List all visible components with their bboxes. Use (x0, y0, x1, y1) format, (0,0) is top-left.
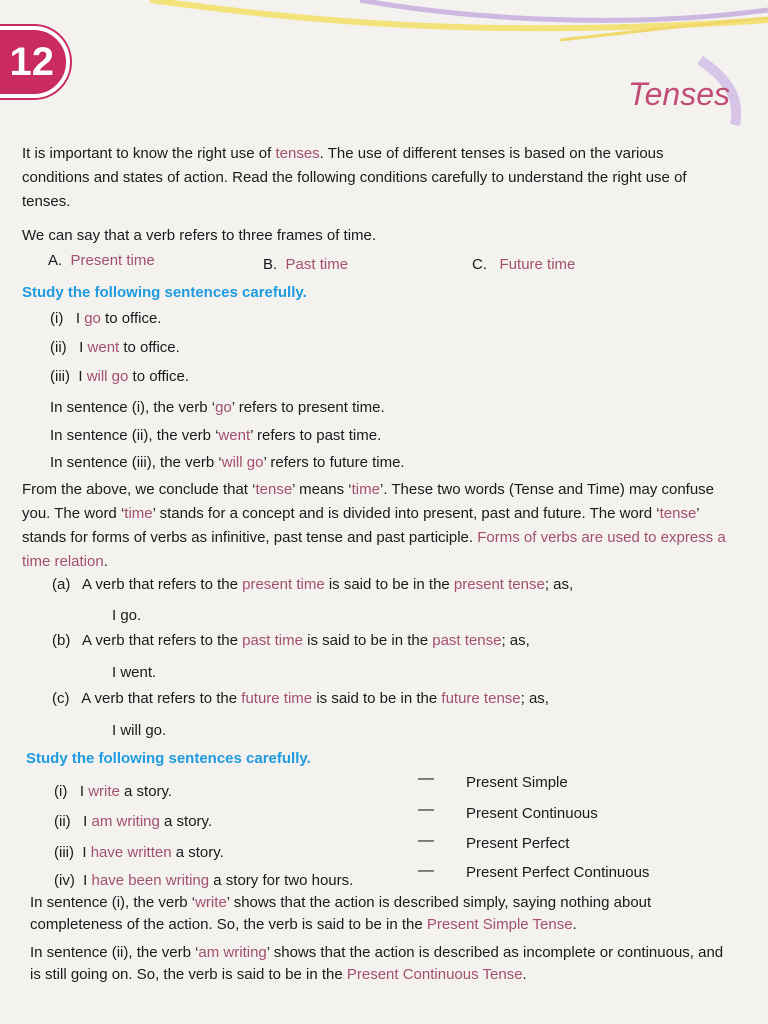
intro-text-end: . The use of different tenses is based on the various conditions and states of action. Read the following conditions carefully to understand the right use of tenses. (22, 145, 687, 210)
dash: — (418, 832, 434, 849)
sentence-pre: I (78, 368, 87, 385)
sentence-pre: I (82, 844, 91, 861)
explanation-verb: went (218, 427, 251, 444)
rule-tense: past tense (432, 632, 502, 649)
sentence-num: (i) (50, 310, 64, 327)
explanation-pre: In sentence (ii), the verb ‘ (50, 427, 219, 444)
rule-time: future time (241, 690, 313, 707)
rule-a (52, 574, 573, 596)
explanation-present-continuous (30, 942, 730, 986)
rule-text: A verb that refers to the (82, 576, 243, 593)
explanation-verb: will go (221, 454, 264, 471)
sentence-post: a story. (171, 844, 224, 861)
study-heading-2: Study the following sentences carefully. (26, 750, 311, 767)
rule-text: is said to be in the (302, 632, 433, 649)
study-heading-1: Study the following sentences carefully. (22, 284, 307, 301)
sentence-2-iv (54, 870, 353, 892)
dash: — (418, 862, 434, 879)
frame-label: Past time (285, 256, 349, 273)
rule-time: present time (242, 576, 325, 593)
sentence-1-iii (50, 366, 189, 388)
frame-item-a (48, 250, 155, 272)
explanation-text: ’ shows that the action is described as incomplete or continuous, and is still going on. So, the verb is said to be in the (30, 944, 724, 983)
conclusion-text: . (103, 553, 108, 570)
conclusion-term: tense (255, 481, 293, 498)
sentence-num: (i) (54, 783, 68, 800)
explanation-text: ’ shows that the action is described simply, saying nothing about completeness of the action. So, the verb is said to be in the (30, 894, 652, 933)
conclusion-text: ’ means ‘ (292, 481, 352, 498)
sentence-1-ii (50, 337, 180, 359)
frame-letter: B. (263, 256, 278, 273)
conclusion-text: ’ stands for forms of verbs as infinitive, past tense and past participle. (22, 505, 700, 546)
sentence-verb: went (87, 339, 120, 356)
explanation-1-iii (50, 452, 405, 474)
explanation-text: In sentence (i), the verb ‘ (30, 894, 196, 911)
sentence-2-ii (54, 811, 212, 833)
chapter-number-badge: 12 (0, 26, 70, 98)
tense-label-perfect-continuous: Present Perfect Continuous (466, 864, 650, 881)
intro-text-start: It is important to know the right use of (22, 145, 276, 162)
sentence-verb: go (84, 310, 101, 327)
chapter-title: Tenses (628, 76, 730, 112)
frame-item-b (263, 254, 348, 276)
rule-tense: present tense (453, 576, 545, 593)
explanation-1-i (50, 397, 385, 419)
dash: — (418, 770, 434, 787)
intro-term-tenses: tenses (275, 145, 320, 162)
sentence-post: a story. (119, 783, 173, 800)
conclusion-term: tense (659, 505, 697, 522)
sentence-post: to office. (119, 339, 180, 356)
rule-c-example: I will go. (112, 722, 167, 739)
conclusion-term: time (124, 505, 153, 522)
sentence-verb: am writing (91, 813, 160, 830)
sentence-post: to office. (100, 310, 162, 327)
intro-paragraph (22, 142, 734, 214)
explanation-text: . (522, 966, 527, 983)
tense-label-continuous: Present Continuous (466, 805, 598, 822)
sentence-num: (iv) (54, 872, 75, 889)
rule-num: (b) (52, 632, 71, 649)
sentence-1-i (50, 308, 161, 330)
frame-letter: C. (472, 256, 487, 273)
sentence-num: (iii) (50, 368, 70, 385)
sentence-verb: have been writing (91, 872, 210, 889)
rule-num: (c) (52, 690, 70, 707)
frames-intro: We can say that a verb refers to three frames of time. (22, 227, 377, 244)
rule-c (52, 688, 549, 710)
frame-item-c (472, 254, 575, 276)
rule-text: ; as, (520, 690, 549, 707)
explanation-tense: Present Continuous Tense (346, 966, 523, 983)
rule-text: is said to be in the (324, 576, 454, 593)
rule-text: A verb that refers to the (81, 690, 242, 707)
explanation-verb: go (215, 399, 232, 416)
sentence-pre: I (79, 783, 89, 800)
sentence-verb: will go (86, 368, 129, 385)
rule-b-example: I went. (112, 664, 157, 681)
sentence-num: (ii) (50, 339, 67, 356)
rule-a-example: I go. (112, 607, 142, 624)
rule-text: ; as, (544, 576, 574, 593)
explanation-tense: Present Simple Tense (426, 916, 573, 933)
explanation-verb: am writing (198, 944, 267, 961)
conclusion-term: time (351, 481, 380, 498)
rule-b (52, 630, 530, 652)
sentence-verb: write (88, 783, 120, 800)
sentence-post: a story. (159, 813, 213, 830)
sentence-post: a story for two hours. (209, 872, 354, 889)
sentence-num: (ii) (54, 813, 71, 830)
sentence-pre: I (79, 339, 88, 356)
conclusion-text: ’ stands for a concept and is divided into present, past and future. The word ‘ (152, 505, 660, 522)
explanation-pre: In sentence (i), the verb ‘ (50, 399, 216, 416)
conclusion-paragraph (22, 478, 732, 574)
rule-text: A verb that refers to the (82, 632, 243, 649)
explanation-present-simple (30, 892, 730, 936)
frame-label: Present time (70, 252, 155, 269)
explanation-post: ’ refers to present time. (231, 399, 385, 416)
explanation-verb: write (195, 894, 227, 911)
sentence-2-iii (54, 842, 224, 864)
explanation-pre: In sentence (iii), the verb ‘ (50, 454, 222, 471)
explanation-text: In sentence (ii), the verb ‘ (30, 944, 199, 961)
sentence-post: to office. (128, 368, 189, 385)
rule-tense: future tense (441, 690, 521, 707)
sentence-pre: I (83, 872, 92, 889)
frame-letter: A. (48, 252, 63, 269)
rule-text: is said to be in the (312, 690, 442, 707)
explanation-post: ’ refers to future time. (263, 454, 405, 471)
dash: — (418, 801, 434, 818)
explanation-post: ’ refers to past time. (250, 427, 382, 444)
rule-text: ; as, (501, 632, 530, 649)
frame-label: Future time (499, 256, 576, 273)
explanation-text: . (572, 916, 577, 933)
sentence-2-i (54, 781, 172, 803)
sentence-num: (iii) (54, 844, 74, 861)
sentence-pre: I (83, 813, 92, 830)
sentence-verb: have written (90, 844, 172, 861)
conclusion-term: Forms of verbs are used to express a time relation (22, 529, 726, 570)
conclusion-text: From the above, we conclude that ‘ (22, 481, 256, 498)
explanation-1-ii (50, 425, 381, 447)
rule-time: past time (242, 632, 303, 649)
conclusion-text: ’. These two words (Tense and Time) may confuse you. The word ‘ (22, 481, 715, 522)
tense-label-simple: Present Simple (466, 774, 568, 791)
rule-num: (a) (52, 576, 71, 593)
tense-label-perfect: Present Perfect (466, 835, 570, 852)
sentence-pre: I (75, 310, 85, 327)
